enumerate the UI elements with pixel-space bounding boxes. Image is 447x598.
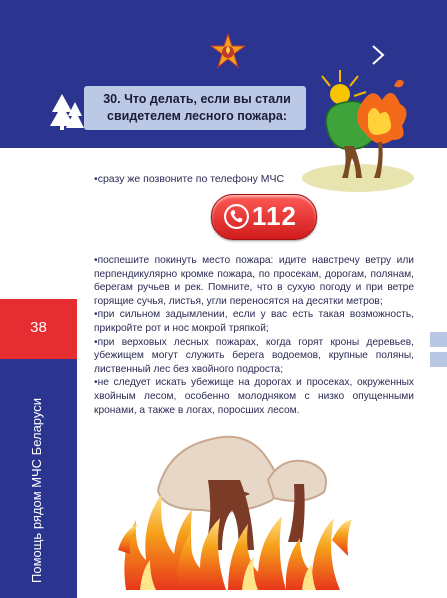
section-title [90, 91, 304, 125]
burning-tree-illustration [298, 66, 418, 196]
emergency-number: 112 [252, 201, 297, 231]
bullet-dot: • [94, 309, 98, 321]
forest-fire-logo-icon [50, 92, 84, 130]
first-list-item [94, 173, 284, 185]
instructions-list [94, 254, 414, 417]
edge-tab-2 [430, 352, 447, 367]
section-label: Помощь рядом МЧС Беларуси [29, 397, 44, 583]
list-item-text: не следует искать убежище на дорогах и просеках, окруженных хвойным лесом, особенно молодняком с низко опущенными кронами, а также в логах, поросших лесом. [94, 377, 414, 416]
first-list-item-text: сразу же позвоните по телефону МЧС [97, 173, 285, 185]
title-line-1: 30. Что делать, если вы стали [103, 92, 291, 106]
list-item [94, 376, 414, 417]
bullet-dot: • [94, 255, 98, 266]
call-112-button[interactable] [211, 194, 317, 240]
phone-icon [224, 204, 249, 229]
mchs-emblem-icon [210, 33, 246, 69]
edge-tab-1 [430, 332, 447, 347]
list-item [94, 254, 414, 308]
title-line-2: свидетелем лесного пожара: [107, 109, 287, 123]
bullet-dot: • [94, 173, 98, 185]
forest-fire-illustration [118, 420, 354, 592]
list-item [94, 308, 414, 335]
list-item-text: при верховых лесных пожарах, когда горят кроны деревьев, убежищем могут служить берега водоемов, крупные поляны, лиственный лес без хвойного подроста; [94, 336, 414, 375]
list-item [94, 336, 414, 377]
chevron-right-icon [370, 44, 386, 66]
bullet-dot: • [94, 377, 98, 389]
page-number: 38 [30, 319, 47, 336]
bullet-dot: • [94, 336, 98, 348]
list-item-text: при сильном задымлении, если у вас есть такая возможность, прикройте рот и нос мокрой тряпкой; [94, 309, 414, 334]
list-item-text: поспешите покинуть место пожара: идите навстречу ветру или перпендикулярно кромке пожара, по просекам, дорогам, полянам, берегам ручьев и рек. Помните, что в сухую погоду и при ветре горящие сучья, листья, угли переносятся на десятки метров; [94, 255, 414, 307]
